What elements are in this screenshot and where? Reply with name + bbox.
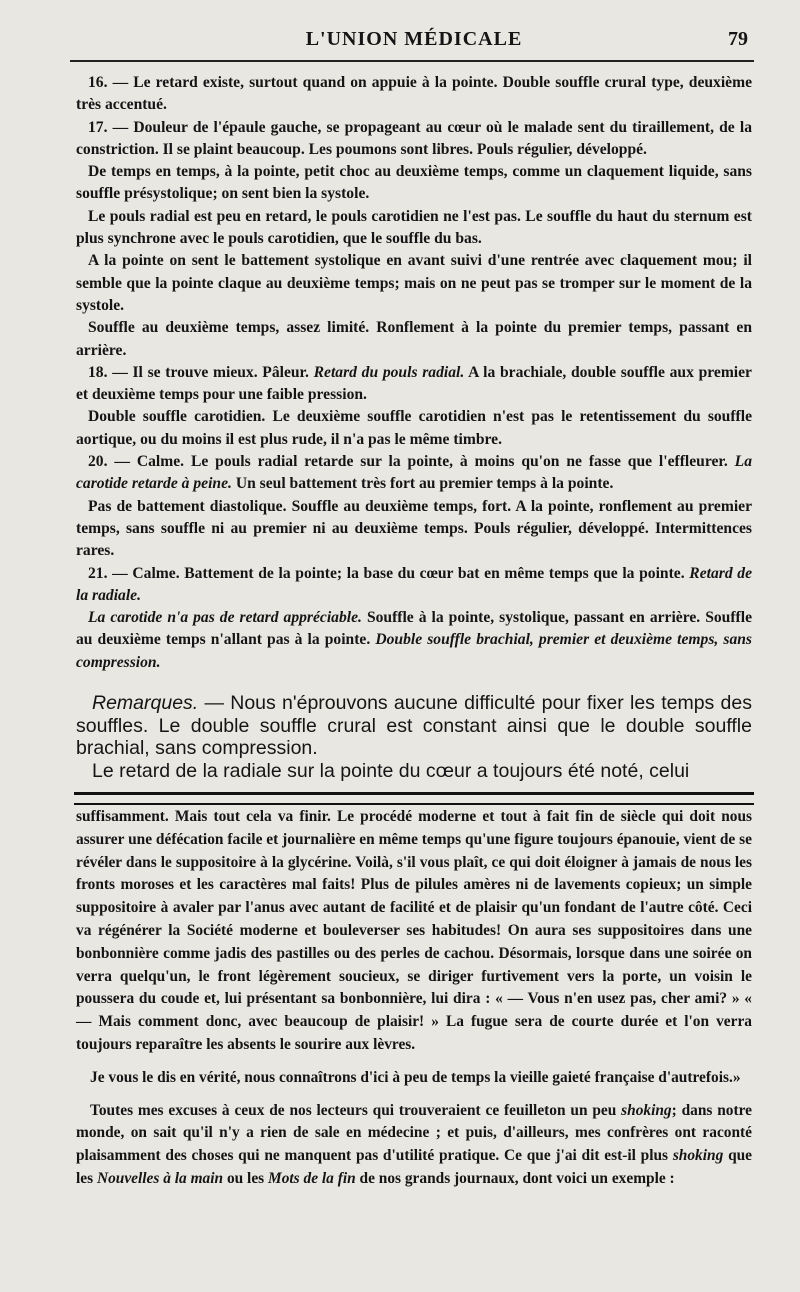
remarks-paragraph-1 [76,692,752,760]
case-20 [76,451,752,496]
feuilleton-paragraph-2: Je vous le dis en vérité, nous connaîtrons d'ici à peu de temps la vieille gaieté française d'autrefois.» [90,1068,741,1086]
case-18-lead: 18. — Il se trouve mieux. Pâleur. [88,363,309,381]
case-21 [76,563,752,608]
case-18-italic: Retard du pouls radial. [313,363,465,381]
journal-title: L'UNION MÉDICALE [305,28,523,50]
case-21-paragraph-2 [76,607,752,674]
case-16: 16. — Le retard existe, surtout quand on appuie à la pointe. Double souffle crural type, deuxième très accentué. [76,74,752,114]
feuilleton-3-italic-2: shoking [672,1147,724,1165]
case-17: 17. — Douleur de l'épaule gauche, se propageant au cœur où le malade sent du tiraillement, de la constriction. Il se plaint beaucoup. Les poumons sont libres. Pouls régulier, développé. [76,118,752,158]
remarks-text-1: — Nous n'éprouvons aucune difficulté pour fixer les temps des souffles. Le double souffle crural est constant ainsi que le double souffle brachial, sans compression. [76,692,752,760]
feuilleton-3-italic-4: Mots de la fin [268,1169,356,1187]
case-18-paragraph-2: Double souffle carotidien. Le deuxième souffle carotidien n'est pas le retentissement du souffle aortique, ou du moins il est plus rude, il n'a pas le même timbre. [76,408,752,448]
case-21b-middle: Souffle à la pointe, systolique, passant en arrière. Souffle au deuxième temps n'allant pas à la pointe. [76,609,752,649]
remarks-paragraph-2: Le retard de la radiale sur la pointe du cœur a toujours été noté, celui [92,760,690,783]
feuilleton-3b: ; dans notre monde, on sait qu'il n'y a rien de sale en médecine ; et puis, d'ailleurs, mes confrères ont raconté plaisamment des choses qui ne manquent pas d'utilité pratique. Ce que j'ai dit est-il plus [76,1101,752,1165]
case-20-paragraph-2: Pas de battement diastolique. Souffle au deuxième temps, fort. A la pointe, ronflement au premier temps, sans souffle ni au premier ni au deuxième temps. Pouls régulier, développé. Intermittences rares. [76,497,752,560]
feuilleton-3a: Toutes mes excuses à ceux de nos lecteurs qui trouveraient ce feuilleton un peu [90,1101,617,1119]
feuilleton [76,806,752,1191]
feuilleton-3d: ou les [226,1169,265,1187]
feuilleton-paragraph-1: suffisamment. Mais tout cela va finir. Le procédé moderne et tout à fait fin de siècle qui doit nous assurer une défécation facile et journalière en même temps qu'une figure toujours épanouie, vient de se révéler dans le suppositoire à la glycérine. Voilà, s'il vous plaît, ce qui doit éloigner à jamais de nous les fronts moroses et les caractères mal faits! Plus de pilules amères ni de lavements copieux; un simple suppositoire à avaler par l'anus avec autant de facilité et de plaisir qu'un fondant de l'autre côté. Ceci va régénérer la Société moderne et bouleverser ses habitudes! On aura ses suppositoires dans une bonbonnière comme jadis des pastilles ou des perles de cachou. Désormais, lorsque dans une soirée on verra quelqu'un, le front légèrement soucieux, se diriger furtivement vers la porte, un voisin le poussera du coude et, lui présentant sa bonbonnière, lui dira : « — Vous n'en usez pas, cher ami? » « — Mais comment donc, avec beaucoup de plaisir! » La fugue sera de courte durée et l'on verra toujours reparaître les absents le sourire aux lèvres. [76,808,752,1053]
case-notes [76,72,752,674]
feuilleton-3e: de nos grands journaux, dont voici un exemple : [359,1169,675,1187]
case-20-lead: 20. — Calme. Le pouls radial retarde sur la pointe, à moins qu'on ne fasse que l'effleurer. [88,453,728,471]
case-17-paragraph-4: A la pointe on sent le battement systolique en avant suivi d'une rentrée avec claquement mou; il semble que la pointe claque au deuxième temps; mais on ne peut pas se tromper sur le moment de la systole. [76,252,752,314]
page-number: 79 [728,28,748,50]
remarks-label: Remarques. [92,692,199,714]
feuilleton-3c: que les [76,1147,753,1187]
feuilleton-divider [74,792,754,805]
case-18 [76,362,752,407]
feuilleton-paragraph-3 [76,1100,752,1191]
case-18-tail: A la brachiale, double souffle aux premier et deuxième temps pour une faible pression. [76,363,752,404]
feuilleton-3-italic-1: shoking [621,1101,672,1119]
feuilleton-3-italic-3: Nouvelles à la main [96,1169,224,1187]
case-17-paragraph-5: Souffle au deuxième temps, assez limité. Ronflement à la pointe du premier temps, passant en arrière. [76,319,752,359]
case-17-paragraph-2: De temps en temps, à la pointe, petit choc au deuxième temps, comme un claquement liquide, sans souffle présystolique; on sent bien la systole. [76,163,752,203]
case-21-italic: Retard de la radiale. [76,564,752,604]
case-21-lead: 21. — Calme. Battement de la pointe; la base du cœur bat en même temps que la pointe. [88,564,685,582]
case-21b-italic: La carotide n'a pas de retard appréciable. [88,609,362,627]
header-rule [70,60,754,62]
case-20-tail: Un seul battement très fort au premier temps à la pointe. [235,475,614,493]
case-21b-italic-2: Double souffle brachial, premier et deuxième temps, sans compression. [76,631,752,671]
case-17-paragraph-3: Le pouls radial est peu en retard, le pouls carotidien ne l'est pas. Le souffle du haut du sternum est plus synchrone avec le pouls carotidien, que le souffle du bas. [76,207,752,248]
remarks-section [76,692,752,783]
running-header [76,28,752,58]
case-20-italic: La carotide retarde à peine. [76,453,752,493]
